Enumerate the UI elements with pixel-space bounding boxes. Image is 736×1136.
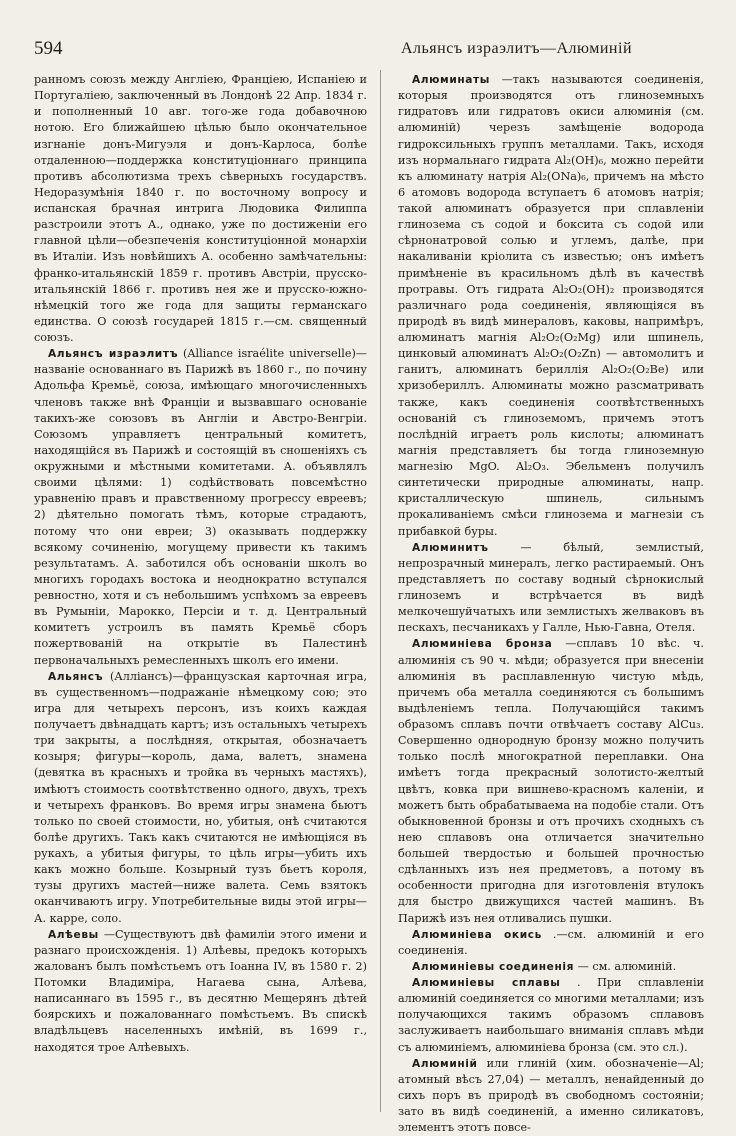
entry-headword: Альянсъ — [48, 670, 104, 683]
entry-alliance-cardgame — [34, 669, 367, 927]
entry-aluminaty — [398, 72, 704, 540]
entry-aluminum-bronze — [398, 636, 704, 926]
entry-text: . При сплавленіи алюминій соединяется со многими металлами; изъ получающихся такимъ образомъ сплавовъ заслуживаетъ наибольшаго вниманія сплавъ мѣди съ алюминіемъ, алюминіева бронза (см. это сл.). — [398, 976, 704, 1054]
entry-text: —Существуютъ двѣ фамиліи этого имени и разнаго происхожденія. 1) Алѣевы, предокъ которыхъ жалованъ былъ помѣстьемъ отъ Іоанна IV, въ 1580 г. 2) Потомки Владиміра, Нагаева сына, Алѣева, написаннаго въ 1595 г., въ десятню Мещерянъ дѣтей боярскихъ и пожалованнаго помѣстьемъ. Въ спискѣ владѣльцевъ населенныхъ имѣній, въ 1699 г., находятся трое Алѣевыхъ. — [34, 927, 367, 1054]
entry-headword: Алѣевы — [48, 928, 99, 941]
entry-headword: Алюминій — [412, 1057, 478, 1070]
page-header — [34, 36, 702, 62]
running-title: Альянсъ израэлитъ—Алюминій — [400, 40, 632, 57]
entry-aluminit — [398, 540, 704, 637]
entry-text: —такъ называются соединенія, которыя производятся отъ глиноземныхъ гидратовъ или гидратовъ окиси алюминія (см. алюминій) черезъ замѣщеніе водорода гидроксильныхъ группъ металлами. Такъ, исходя изъ нормальнаго гидрата Al₂(OH)₆, можно перейти къ алюминату натрія Al₂(ONa)₆, причемъ на мѣсто 6 атомовъ водорода вступаетъ 6 атомовъ натрія; такой алюминатъ образуется при сплавленіи глинозема съ содой и боксита съ содой или сѣрнонатровой солью и углемъ, далѣе, при накаливаніи кріолита съ известью; онъ имѣетъ примѣненіе въ красильномъ дѣлѣ въ качествѣ протравы. Отъ гидрата Al₂O₂(OH)₂ производятся различнаго рода соединенія, являющіяся въ природѣ въ видѣ минераловъ, каковы, напримѣръ, алюминатъ магнія Al₂O₂(O₂Mg) или шпинель, цинковый алюминатъ Al₂O₂(O₂Zn) — автомолитъ и ганитъ, алюминатъ бериллія Al₂O₂(O₂Be) или хризобериллъ. Алюминаты можно разсматривать также, какъ соединенія соотвѣтственныхъ основаній съ глиноземомъ, причемъ этотъ послѣдній играетъ роль кислоты; алюминатъ магнія представляетъ бы тогда глиноземную магнезію MgO. Al₂O₃. Эбельменъ получилъ синтетически природные алюминаты, напр. кристаллическую шпинель, сильнымъ прокаливаніемъ смѣси глинозема и магнезіи съ прибавкой буры. — [398, 73, 704, 538]
left-column — [34, 72, 367, 1107]
entry-text: — бѣлый, землистый, непрозрачный минералъ, легко растираемый. Онъ представляетъ по составу водный сѣрнокислый глиноземъ и встрѣчается въ видѣ мелкочешуйчатыхъ или землистыхъ желваковъ въ пескахъ, песчаникахъ у Галле, Нью-Гавна, Отеля. — [398, 540, 704, 635]
entry-headword: Алюминаты — [412, 74, 490, 86]
entry-aluminum — [398, 1056, 704, 1136]
entry-headword: Алюминіевы сплавы — [412, 977, 561, 989]
entry-text: или глиній (хим. обозначеніе—Al; атомный вѣсъ 27,04) — металлъ, ненайденный до сихъ поръ въ природѣ въ свободномъ состояніи; зато въ видѣ соединеній, а именно силикатовъ, элементъ этотъ повсе- — [398, 1056, 704, 1135]
entry-headword: Алюминіева бронза — [412, 638, 553, 651]
entry-text: (Алліансъ)—французская карточная игра, въ существенномъ—подражаніе нѣмецкому сою; это игра для четырехъ персонъ, изъ коихъ каждая получаетъ двѣнадцать картъ; изъ остальныхъ четырехъ три закрыты, а послѣдняя, открытая, обозначаетъ козыря; фигуры—король, дама, валетъ, знамена (девятка въ красныхъ и тройка въ черныхъ мастяхъ), имѣютъ стоимость соотвѣтственно одного, двухъ, трехъ и четырехъ франковъ. Во время игры знамена бьютъ только по своей стоимости, но, убитыя, онѣ считаются болѣе другихъ. Такъ какъ считаются не имѣющіяся въ рукахъ, а убитыя фигуры, то цѣль игры—убить ихъ какъ можно больше. Козырный тузъ бьетъ короля, тузы другихъ мастей—ниже валета. Семь взятокъ оканчиваютъ игру. Употребительные виды этой игры—А. карре, соло. — [34, 669, 367, 925]
entry-headword: Алюминіева окись — [412, 928, 542, 941]
entry-headword: Алюминитъ — [412, 541, 489, 554]
entry-text: ранномъ союзъ между Англіею, Франціею, Испаніею и Португаліею, заключенный въ Лондонѣ 22 Апр. 1834 г. и пополненный 10 авг. того-же года добавочною нотою. Его ближайшею цѣлью было окончательное изгнаніе донъ-Мигуэля и донъ-Карлоса, болѣе отдаленною—поддержка конституціоннаго принципа противъ абсолютизма трехъ сѣверныхъ государствъ. Недоразумѣнія 1840 г. по восточному вопросу и испанская брачная интрига Людовика Филиппа разстроили этотъ А., однако, уже по достиженіи его главной цѣли—обезпеченія конституціонной монархіи въ Италіи. Изъ новѣйшихъ А. особенно замѣчательны: франко-итальянскій 1859 г. противъ Австріи, прусско-итальянскій 1866 г. противъ нея же и прусско-южно-нѣмецкій того же года для защиты германскаго единства. О союзѣ государей 1815 г.—см. священный союзъ. — [34, 73, 367, 344]
page-number: 594 — [34, 38, 63, 59]
entry-aluminum-oxide — [398, 927, 704, 959]
entry-text: — см. алюминій. — [577, 959, 677, 973]
entry-text: —сплавъ 10 вѣс. ч. алюминія съ 90 ч. мѣди; образуется при внесеніи алюминія въ расплавленную чистую мѣдь, причемъ оба металла соединяются съ большимъ выдѣленіемъ тепла. Получающійся такимъ образомъ сплавъ почти отвѣчаетъ составу AlCu₃. Совершенно однородную бронзу можно получить только послѣ многократной переплавки. Она имѣетъ тогда прекрасный золотисто-желтый цвѣтъ, ковка при вишнево-красномъ каленіи, и можетъ быть обрабатываема на подобіе стали. Отъ обыкновенной бронзы и отъ прочихъ сходныхъ съ нею сплавовъ она отличается значительно большей твердостью и большей прочностью сдѣланныхъ изъ нея предметовъ, а потому въ особенности пригодна для изготовленія втулокъ для быстро движущихся частей машинъ. Въ Парижѣ изъ нея отливались пушки. — [398, 637, 704, 925]
entry-headword: Альянсъ израэлитъ — [48, 348, 179, 361]
column-divider — [380, 70, 381, 1112]
entry-alliance-israelite — [34, 346, 367, 669]
entry-aluminum-alloys — [398, 975, 704, 1056]
right-column — [398, 72, 705, 1135]
entry-headword: Алюминіевы соединенія — [412, 960, 575, 973]
entry-aluminum-compounds — [398, 959, 704, 975]
entry-text: (Alliance israélite universelle)—названіе основаннаго въ Парижѣ въ 1860 г., по почину Адольфа Кремьё, союза, имѣющаго многочисленныхъ членовъ также внѣ Франціи и вызвавшаго основаніе такихъ-же союзовъ въ Англіи и Австро-Венгріи. Союзомъ управляетъ центральный комитетъ, находящійся въ Парижѣ и состоящій въ сношеніяхъ съ окружными и мѣстными комитетами. А. объявлялъ своими цѣлями: 1) содѣйствовать повсемѣстно уравненію правъ и правственному прогрессу евреевъ; 2) дѣятельно помогать тѣмъ, которые страдаютъ, потому что они евреи; 3) оказывать поддержку всякому сочиненію, могущему привести къ такимъ результатамъ. А. заботился объ основаніи школъ во многихъ городахъ востока и неоднократно вступался ревностно, хотя и съ небольшимъ успѣхомъ за евреевъ въ Румыніи, Марокко, Персіи и т. д. Центральный комитетъ устроилъ въ память Кремьё сборъ пожертвованій на открытіе въ Палестинѣ первоначальныхъ ремесленныхъ школъ его имени. — [34, 347, 367, 667]
entry-text: .—см. алюминій и его соединенія. — [398, 927, 705, 957]
entry-aleevy — [34, 927, 367, 1056]
entry-continuation — [34, 72, 367, 346]
